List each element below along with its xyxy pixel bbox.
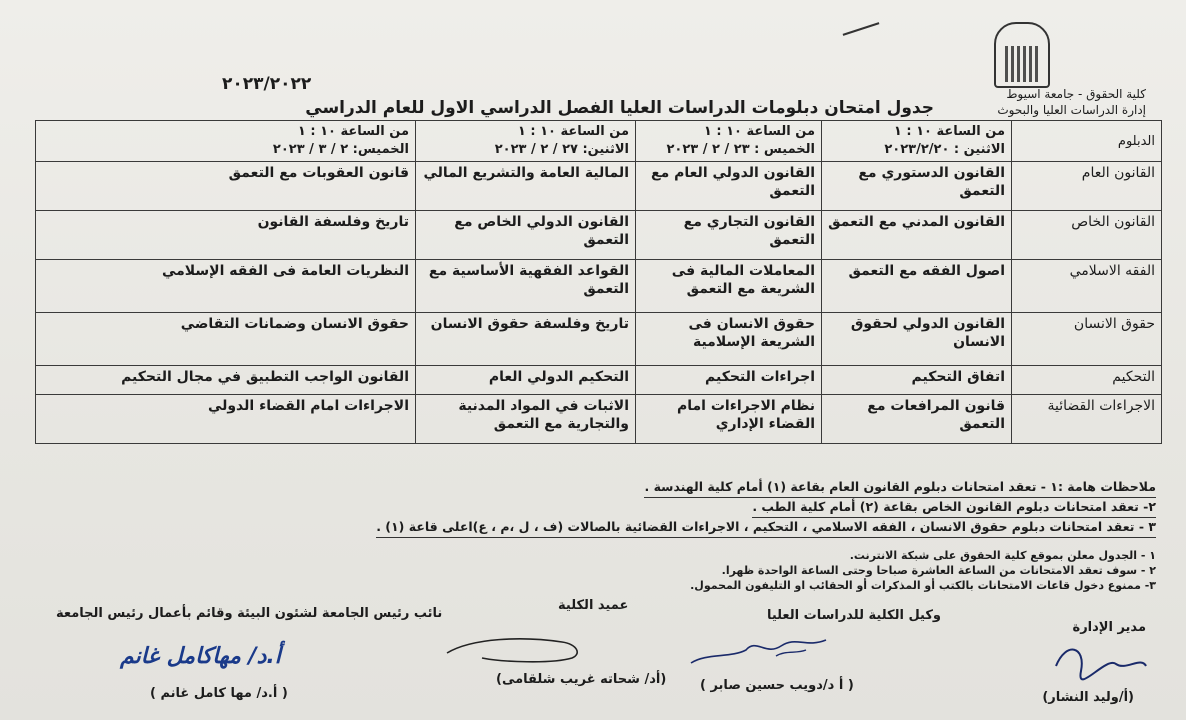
subject-cell: اصول الفقه مع التعمق — [822, 260, 1012, 313]
faculty-header — [997, 86, 1146, 118]
pen-stroke — [843, 22, 880, 36]
subject-cell: النظريات العامة فى الفقه الإسلامي — [36, 260, 416, 313]
diploma-cell: حقوق الانسان — [1012, 313, 1162, 366]
diploma-cell: التحكيم — [1012, 366, 1162, 395]
table-row — [36, 211, 1162, 260]
subject-cell: حقوق الانسان وضمانات التقاضي — [36, 313, 416, 366]
subject-cell: تاريخ وفلسفة حقوق الانسان — [416, 313, 636, 366]
column-header-day: من الساعة ١٠ : ١ الخميس : ٢٣ / ٢ / ٢٠٢٣ — [636, 121, 822, 162]
faculty-name: كلية الحقوق - جامعة اسيوط — [1006, 87, 1146, 101]
vice-dean-name: ( أ د/دويب حسين صابر ) — [700, 678, 854, 693]
subject-cell: الاثبات في المواد المدنية والتجارية مع التعمق — [416, 395, 636, 444]
table-row — [36, 260, 1162, 313]
university-logo — [994, 22, 1050, 88]
column-header-day: من الساعة ١٠ : ١ الاثنين: ٢٧ / ٢ / ٢٠٢٣ — [416, 121, 636, 162]
important-notes — [36, 478, 1156, 538]
subject-cell: القانون المدني مع التعمق — [822, 211, 1012, 260]
subject-cell: القانون التجاري مع التعمق — [636, 211, 822, 260]
logo-emblem — [1005, 46, 1039, 82]
general-note-2: ٢ - سوف تعقد الامتحانات من الساعة العاشرة صباحا وحتى الساعة الواحدة ظهرا. — [721, 564, 1156, 577]
note-2: ٢- تعقد امتحانات دبلوم القانون الخاص بقاعة (٢) أمام كلية الطب . — [752, 498, 1156, 518]
table-row — [36, 366, 1162, 395]
subject-cell: المالية العامة والتشريع المالي — [416, 162, 636, 211]
diploma-cell: القانون العام — [1012, 162, 1162, 211]
column-header-day: من الساعة ١٠ : ١ الخميس: ٢ / ٣ / ٢٠٢٣ — [36, 121, 416, 162]
exam-schedule-table — [35, 120, 1162, 444]
subject-cell: قانون المرافعات مع التعمق — [822, 395, 1012, 444]
note-3: ٣ - تعقد امتحانات دبلوم حقوق الانسان ، الفقه الاسلامي ، التحكيم ، الاجراءات القضائية بالصالات (ف ، ل ،م ، ع)اعلى قاعة (١) . — [376, 518, 1156, 538]
subject-cell: نظام الاجراءات امام القضاء الإداري — [636, 395, 822, 444]
table-row — [36, 395, 1162, 444]
subject-cell: المعاملات المالية فى الشريعة مع التعمق — [636, 260, 822, 313]
university-vp-name: ( أ.د/ مها كامل غانم ) — [150, 686, 288, 701]
subject-cell: قانون العقوبات مع التعمق — [36, 162, 416, 211]
university-vp-title: نائب رئيس الجامعة لشئون البيئة وقائم بأعمال رئيس الجامعة — [56, 606, 443, 621]
subject-cell: تاريخ وفلسفة القانون — [36, 211, 416, 260]
department-name: إدارة الدراسات العليا والبحوث — [997, 103, 1146, 117]
subject-cell: القانون الدولي العام مع التعمق — [636, 162, 822, 211]
diploma-cell: الفقه الاسلامي — [1012, 260, 1162, 313]
subject-cell: اتفاق التحكيم — [822, 366, 1012, 395]
diploma-cell: القانون الخاص — [1012, 211, 1162, 260]
general-note-3: ٣- ممنوع دخول قاعات الامتحانات بالكتب أو المذكرات أو الحقائب او التليفون المحمول. — [690, 579, 1156, 592]
general-note-1: ١ - الجدول معلن بموقع كلية الحقوق على شبكة الانترنت. — [849, 549, 1156, 562]
subject-cell: القواعد الفقهية الأساسية مع التعمق — [416, 260, 636, 313]
column-header-day: من الساعة ١٠ : ١ الاثنين : ٢٠٢٣/٢/٢٠ — [822, 121, 1012, 162]
diploma-cell: الاجراءات القضائية — [1012, 395, 1162, 444]
manager-signature — [1046, 636, 1156, 686]
note-1: ملاحظات هامة :١ - تعقد امتحانات دبلوم القانون العام بقاعة (١) أمام كلية الهندسة . — [644, 478, 1156, 498]
vice-dean-signature — [686, 628, 836, 668]
manager-name: (أ/وليد النشار) — [1042, 690, 1134, 705]
subject-cell: التحكيم الدولي العام — [416, 366, 636, 395]
university-vp-handwritten-signature: أ.د/ مهاكامل غانم — [120, 644, 281, 669]
subject-cell: اجراءات التحكيم — [636, 366, 822, 395]
table-header-row — [36, 121, 1162, 162]
subject-cell: القانون الدولي الخاص مع التعمق — [416, 211, 636, 260]
dean-name: (أد/ شحاته غريب شلقامى) — [496, 672, 667, 687]
dean-title: عميد الكلية — [558, 598, 629, 613]
subject-cell: القانون الدستوري مع التعمق — [822, 162, 1012, 211]
vice-dean-title: وكيل الكلية للدراسات العليا — [766, 608, 941, 623]
manager-title: مدير الإدارة — [1072, 620, 1146, 635]
academic-year: ٢٠٢٣/٢٠٢٢ — [222, 74, 312, 94]
subject-cell: الاجراءات امام القضاء الدولي — [36, 395, 416, 444]
column-header-diploma: الدبلوم — [1012, 121, 1162, 162]
table-row — [36, 313, 1162, 366]
dean-signature — [442, 628, 592, 668]
page-title: جدول امتحان دبلومات الدراسات العليا الفصل الدراسي الاول للعام الدراسي — [305, 98, 934, 118]
subject-cell: حقوق الانسان فى الشريعة الإسلامية — [636, 313, 822, 366]
subject-cell: القانون الواجب التطبيق في مجال التحكيم — [36, 366, 416, 395]
general-notes — [690, 548, 1156, 593]
subject-cell: القانون الدولي لحقوق الانسان — [822, 313, 1012, 366]
table-row — [36, 162, 1162, 211]
